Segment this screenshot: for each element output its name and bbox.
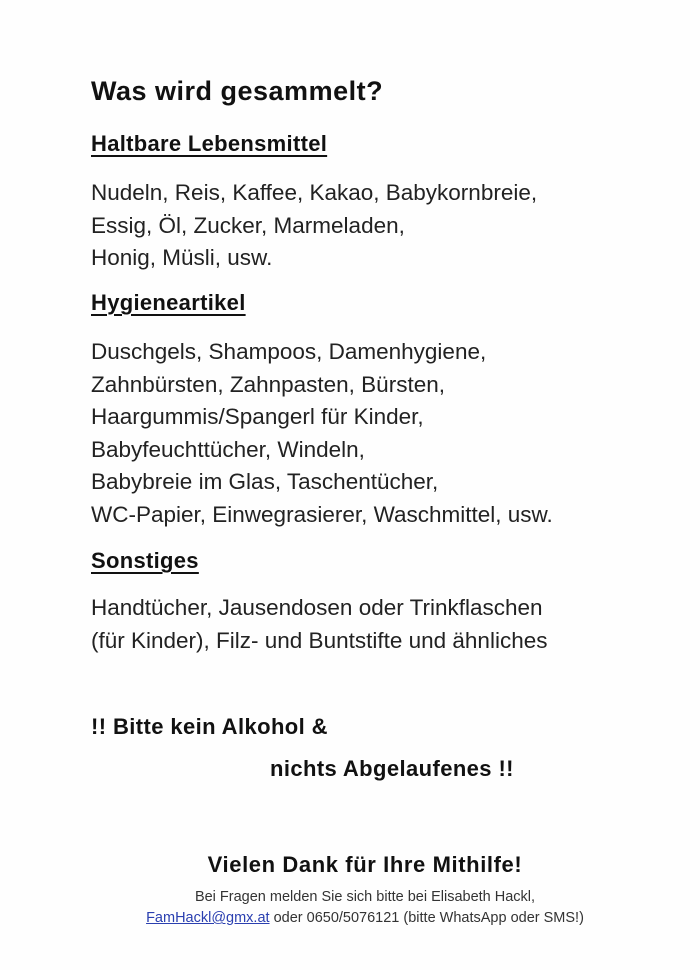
contact-line-2 — [0, 910, 700, 926]
list-line: Babybreie im Glas, Taschentücher, — [91, 469, 439, 494]
list-line: Babyfeuchttücher, Windeln, — [91, 436, 365, 462]
section-body-hygiene — [91, 336, 553, 531]
email-link[interactable]: FamHackl@gmx.at — [146, 910, 270, 926]
warning-line-1: !! Bitte kein Alkohol & — [91, 714, 328, 739]
thanks-message: Vielen Dank für Ihre Mithilfe! — [207, 852, 523, 877]
list-line: Nudeln, Reis, Kaffee, Kakao, Babykornbreie, — [91, 180, 538, 205]
list-line: Honig, Müsli, usw. — [91, 245, 273, 270]
list-line: WC-Papier, Einwegrasierer, Waschmittel, usw. — [91, 501, 553, 527]
section-body-sonstiges — [91, 592, 547, 657]
section-title-hygiene: Hygieneartikel — [91, 290, 246, 315]
section-title-sonstiges: Sonstiges — [91, 548, 199, 573]
list-line: (für Kinder), Filz- und Buntstifte und ähnliches — [91, 627, 548, 653]
list-line: Handtücher, Jausendosen oder Trinkflaschen — [91, 595, 543, 620]
list-line: Essig, Öl, Zucker, Marmeladen, — [91, 212, 405, 238]
contact-line-1: Bei Fragen melden Sie sich bitte bei Elisabeth Hackl, — [194, 889, 536, 905]
contact-phone-text: oder 0650/5076121 (bitte WhatsApp oder SMS!) — [269, 910, 584, 926]
list-line: Haargummis/Spangerl für Kinder, — [91, 404, 424, 429]
section-title-lebensmittel: Haltbare Lebensmittel — [91, 131, 328, 156]
list-line: Zahnbürsten, Zahnpasten, Bürsten, — [91, 371, 445, 397]
page-title: Was wird gesammelt? — [91, 76, 384, 106]
section-body-lebensmittel — [91, 177, 537, 275]
warning-line-2: nichts Abgelaufenes !! — [270, 756, 514, 781]
list-line: Duschgels, Shampoos, Damenhygiene, — [91, 339, 487, 364]
